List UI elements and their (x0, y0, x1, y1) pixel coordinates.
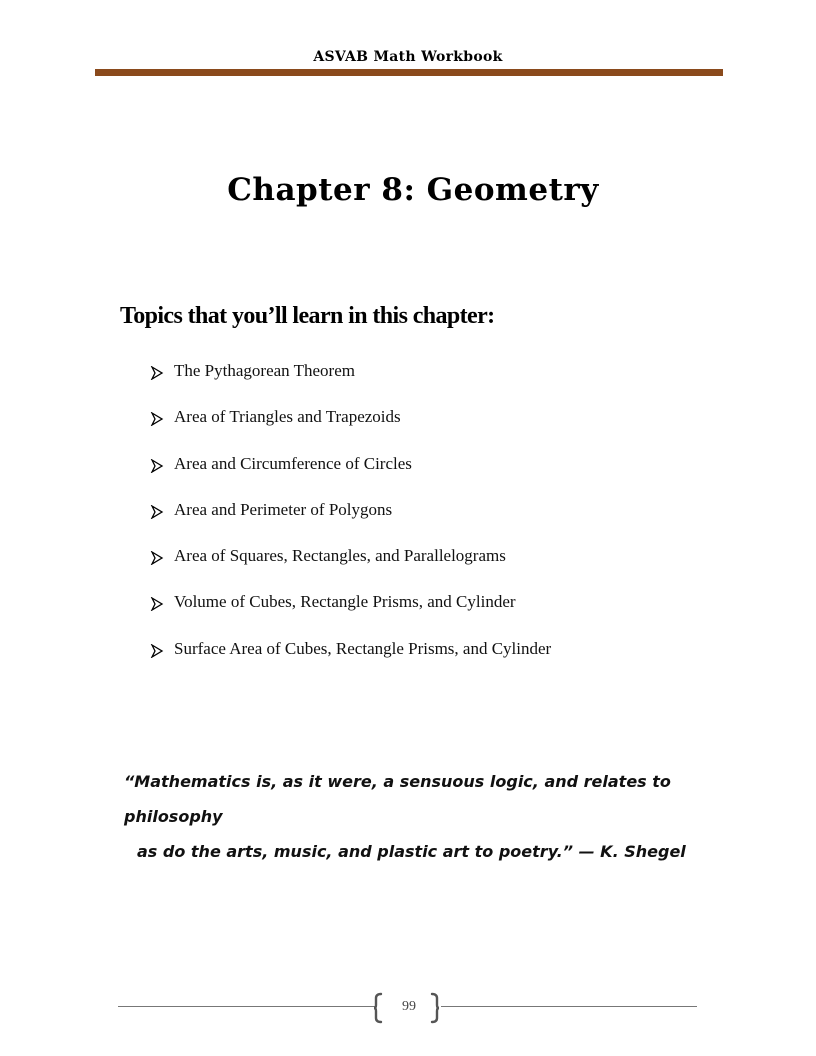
page-number: 99 (402, 999, 416, 1014)
arrow-right-icon (150, 454, 174, 478)
arrow-right-icon (150, 500, 174, 524)
arrow-right-icon (150, 639, 174, 663)
topic-item (150, 639, 551, 685)
topic-item (150, 546, 551, 592)
footer-rule-left (118, 1006, 375, 1007)
arrow-right-icon (150, 592, 174, 616)
header-rule (95, 69, 723, 76)
arrow-right-icon (150, 546, 174, 570)
topic-item (150, 361, 551, 407)
running-header: ASVAB Math Workbook (313, 49, 503, 65)
topic-text: Area of Triangles and Trapezoids (174, 407, 401, 427)
quote-line-1: “Mathematics is, as it were, a sensuous logic, and relates to philosophy (124, 772, 671, 826)
topic-text: Surface Area of Cubes, Rectangle Prisms, and Cylinder (174, 638, 552, 658)
quote (124, 764, 744, 869)
right-brace-icon (430, 992, 440, 1024)
topic-item (150, 500, 551, 546)
arrow-right-icon (150, 361, 174, 385)
topic-text: Area of Squares, Rectangles, and Parallelograms (174, 546, 506, 566)
topics-heading: Topics that you’ll learn in this chapter: (120, 303, 495, 329)
topic-item (150, 454, 551, 500)
chapter-title: Chapter 8: Geometry (227, 172, 599, 208)
topic-item (150, 407, 551, 453)
topic-text: Area and Circumference of Circles (174, 453, 412, 473)
quote-line-2: as do the arts, music, and plastic art to poetry.” — K. Shegel (137, 842, 686, 861)
topic-text: Area and Perimeter of Polygons (174, 499, 393, 519)
topic-item (150, 592, 551, 638)
topic-text: Volume of Cubes, Rectangle Prisms, and Cylinder (174, 592, 516, 612)
topic-text: The Pythagorean Theorem (174, 361, 355, 380)
topics-list (150, 361, 551, 685)
arrow-right-icon (150, 407, 174, 431)
footer-rule-right (441, 1006, 697, 1007)
